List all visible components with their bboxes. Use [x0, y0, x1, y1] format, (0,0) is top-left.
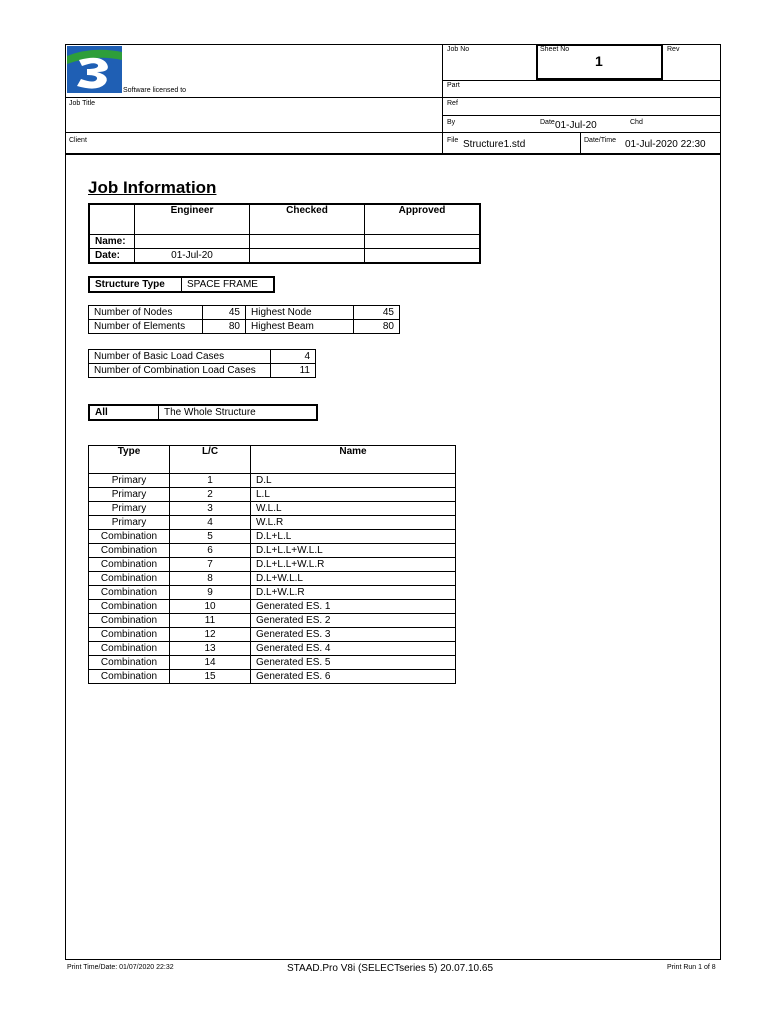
lc-name: W.L.R [251, 516, 456, 530]
lc-number: 10 [170, 600, 251, 614]
lc-name: W.L.L [251, 502, 456, 516]
lc-type: Primary [89, 502, 170, 516]
job-title-label: Job Title [69, 100, 96, 107]
table-row [89, 628, 456, 642]
lc-number: 9 [170, 586, 251, 600]
lc-type: Combination [89, 530, 170, 544]
lc-number: 5 [170, 530, 251, 544]
lc-name: Generated ES. 6 [251, 670, 456, 684]
lc-name: D.L [251, 474, 456, 488]
table-row [89, 572, 456, 586]
header-divider [442, 44, 443, 153]
lc-type: Primary [89, 474, 170, 488]
lc-header-type: Type [89, 446, 170, 474]
lc-type: Combination [89, 544, 170, 558]
lc-number: 13 [170, 642, 251, 656]
lc-number: 12 [170, 628, 251, 642]
lc-header-name: Name [251, 446, 456, 474]
table-row [89, 516, 456, 530]
lc-type: Combination [89, 670, 170, 684]
header-line [65, 97, 721, 98]
lc-type: Combination [89, 600, 170, 614]
date-row-label: Date: [89, 248, 135, 263]
table-row [89, 586, 456, 600]
structure-type-label: Structure Type [89, 277, 182, 292]
engineer-date: 01-Jul-20 [135, 248, 250, 263]
print-run: Print Run 1 of 8 [667, 964, 716, 971]
lc-type: Combination [89, 642, 170, 656]
lc-number: 3 [170, 502, 251, 516]
approval-header: Engineer [135, 204, 250, 234]
by-label: By [447, 119, 456, 126]
date-value: 01-Jul-20 [555, 120, 597, 131]
basic-lc-value: 4 [271, 350, 316, 364]
counts-table [88, 305, 400, 334]
approval-corner [89, 204, 135, 234]
highest-beam-value: 80 [354, 320, 400, 334]
elements-label: Number of Elements [89, 320, 203, 334]
file-value: Structure1.std [463, 139, 526, 150]
lc-number: 7 [170, 558, 251, 572]
lc-number: 6 [170, 544, 251, 558]
lc-name: Generated ES. 2 [251, 614, 456, 628]
lc-name: L.L [251, 488, 456, 502]
file-label: File [447, 137, 459, 144]
approval-cell [365, 234, 481, 248]
lc-name: D.L+L.L+W.L.R [251, 558, 456, 572]
table-row [89, 614, 456, 628]
lc-number: 4 [170, 516, 251, 530]
sheet-no-value: 1 [595, 53, 603, 69]
header-line [65, 132, 721, 133]
lc-name: Generated ES. 3 [251, 628, 456, 642]
nodes-label: Number of Nodes [89, 306, 203, 320]
approval-header: Approved [365, 204, 481, 234]
approval-cell [135, 234, 250, 248]
highest-node-value: 45 [354, 306, 400, 320]
table-row [89, 670, 456, 684]
lc-type: Combination [89, 628, 170, 642]
sheet-no-label: Sheet No [540, 46, 570, 53]
highest-node-label: Highest Node [246, 306, 354, 320]
table-row [89, 530, 456, 544]
table-row [89, 488, 456, 502]
lc-number: 14 [170, 656, 251, 670]
elements-value: 80 [203, 320, 246, 334]
approval-header: Checked [250, 204, 365, 234]
approval-cell [365, 248, 481, 263]
print-time: Print Time/Date: 01/07/2020 22:32 [67, 964, 174, 971]
lc-type: Combination [89, 614, 170, 628]
table-row [89, 642, 456, 656]
table-row [89, 544, 456, 558]
name-label: Name: [89, 234, 135, 248]
rev-label: Rev [667, 46, 680, 53]
page-title: Job Information [88, 178, 217, 197]
date-label: Date [540, 119, 555, 126]
group-value: The Whole Structure [159, 405, 318, 420]
structure-type-value: SPACE FRAME [182, 277, 275, 292]
job-no-label: Job No [447, 46, 470, 53]
combination-lc-label: Number of Combination Load Cases [89, 364, 271, 378]
group-label: All [89, 405, 159, 420]
software-version: STAAD.Pro V8i (SELECTseries 5) 20.07.10.65 [287, 963, 494, 974]
lc-name: Generated ES. 1 [251, 600, 456, 614]
lc-name: Generated ES. 4 [251, 642, 456, 656]
approval-table [88, 203, 481, 264]
bentley-logo-icon [67, 46, 122, 93]
lc-name: D.L+W.L.L [251, 572, 456, 586]
datetime-value: 01-Jul-2020 22:30 [625, 139, 706, 150]
ref-label: Ref [447, 100, 458, 107]
approval-cell [250, 234, 365, 248]
combination-lc-value: 11 [271, 364, 316, 378]
table-row [89, 600, 456, 614]
approval-cell [250, 248, 365, 263]
lc-number: 1 [170, 474, 251, 488]
load-case-count-table [88, 349, 316, 378]
lc-name: Generated ES. 5 [251, 656, 456, 670]
lc-number: 15 [170, 670, 251, 684]
lc-number: 11 [170, 614, 251, 628]
datetime-label: Date/Time [584, 137, 617, 144]
lc-number: 2 [170, 488, 251, 502]
table-row [89, 656, 456, 670]
licensed-text: Software licensed to [123, 87, 187, 94]
client-label: Client [69, 137, 87, 144]
group-table [88, 404, 318, 421]
lc-type: Primary [89, 488, 170, 502]
table-row [89, 558, 456, 572]
nodes-value: 45 [203, 306, 246, 320]
structure-type-table [88, 276, 275, 293]
part-label: Part [447, 82, 460, 89]
chd-label: Chd [630, 119, 643, 126]
table-row [89, 474, 456, 488]
lc-type: Combination [89, 572, 170, 586]
lc-type: Combination [89, 656, 170, 670]
lc-header-lc: L/C [170, 446, 251, 474]
table-row [89, 502, 456, 516]
header-divider [580, 132, 581, 153]
header-line [442, 80, 721, 81]
lc-name: D.L+L.L+W.L.L [251, 544, 456, 558]
lc-type: Primary [89, 516, 170, 530]
lc-type: Combination [89, 558, 170, 572]
lc-type: Combination [89, 586, 170, 600]
lc-name: D.L+W.L.R [251, 586, 456, 600]
lc-name: D.L+L.L [251, 530, 456, 544]
header-line [442, 115, 721, 116]
highest-beam-label: Highest Beam [246, 320, 354, 334]
lc-number: 8 [170, 572, 251, 586]
header-bottom-line [65, 153, 721, 155]
load-case-table [88, 445, 456, 684]
basic-lc-label: Number of Basic Load Cases [89, 350, 271, 364]
